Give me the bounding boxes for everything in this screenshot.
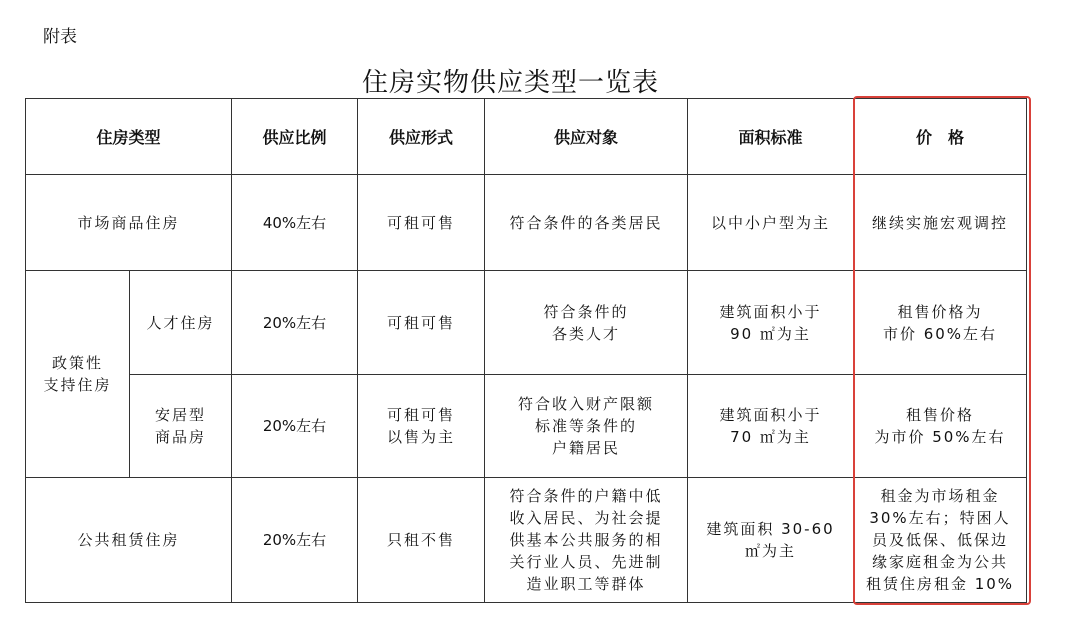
public-target: 符合条件的户籍中低 收入居民、为社会提 供基本公共服务的相 关行业人员、先进制 造业职工等群体	[485, 478, 688, 603]
talent-form: 可租可售	[358, 271, 485, 375]
anju-ratio: 20%左右	[232, 375, 358, 478]
header-area: 面积标准	[688, 99, 854, 175]
header-form: 供应形式	[358, 99, 485, 175]
public-price: 租金为市场租金 30%左右；特困人 员及低保、低保边 缘家庭租金为公共 租赁住房租金 10%	[854, 478, 1027, 603]
table-row-market	[26, 175, 1027, 271]
public-area: 建筑面积 30-60 ㎡为主	[688, 478, 854, 603]
anju-target: 符合收入财产限额 标准等条件的 户籍居民	[485, 375, 688, 478]
table-title: 住房实物供应类型一览表	[362, 68, 660, 98]
public-form: 只租不售	[358, 478, 485, 603]
anju-form: 可租可售 以售为主	[358, 375, 485, 478]
header-price: 价 格	[854, 99, 1027, 175]
market-area: 以中小户型为主	[688, 175, 854, 271]
table-row-public	[26, 478, 1027, 603]
housing-supply-table	[25, 98, 1027, 603]
anju-price: 租售价格 为市价 50%左右	[854, 375, 1027, 478]
market-price: 继续实施宏观调控	[854, 175, 1027, 271]
talent-area: 建筑面积小于 90 ㎡为主	[688, 271, 854, 375]
talent-type: 人才住房	[130, 271, 232, 375]
table-row-anju	[26, 375, 1027, 478]
header-target: 供应对象	[485, 99, 688, 175]
header-type: 住房类型	[26, 99, 232, 175]
public-ratio: 20%左右	[232, 478, 358, 603]
anju-type: 安居型 商品房	[130, 375, 232, 478]
market-form: 可租可售	[358, 175, 485, 271]
market-ratio: 40%左右	[232, 175, 358, 271]
market-type: 市场商品住房	[26, 175, 232, 271]
policy-group-label: 政策性 支持住房	[26, 271, 130, 478]
appendix-label: 附表	[43, 27, 77, 47]
talent-price: 租售价格为 市价 60%左右	[854, 271, 1027, 375]
anju-area: 建筑面积小于 70 ㎡为主	[688, 375, 854, 478]
table-row-talent	[26, 271, 1027, 375]
public-type: 公共租赁住房	[26, 478, 232, 603]
header-ratio: 供应比例	[232, 99, 358, 175]
header-row	[26, 99, 1027, 175]
talent-ratio: 20%左右	[232, 271, 358, 375]
market-target: 符合条件的各类居民	[485, 175, 688, 271]
talent-target: 符合条件的 各类人才	[485, 271, 688, 375]
